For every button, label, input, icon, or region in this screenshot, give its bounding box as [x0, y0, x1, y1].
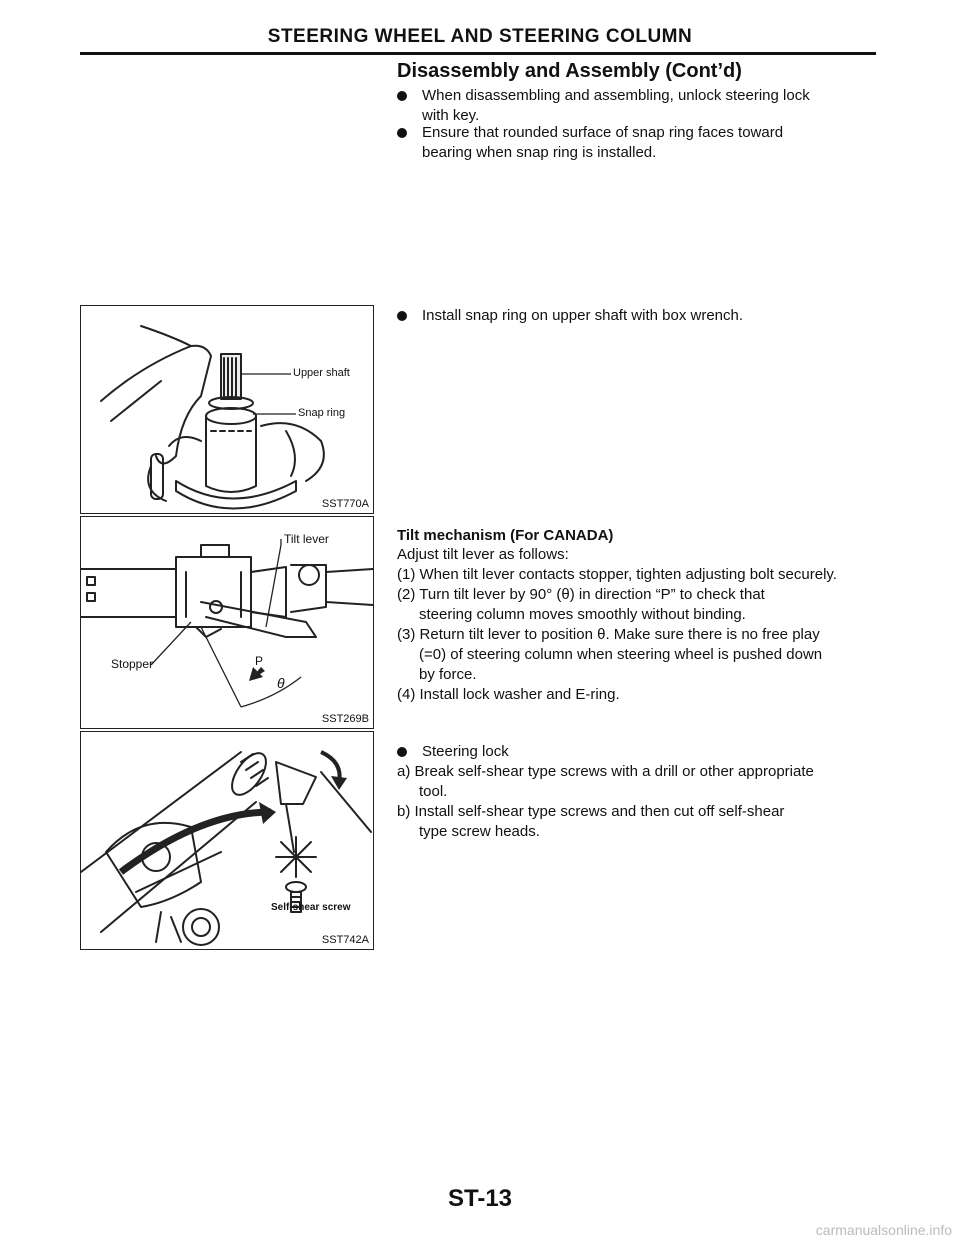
figure-code: SST742A: [321, 934, 369, 946]
steering-lock-item-b: [397, 802, 879, 842]
snap-ring-figure: [80, 305, 374, 514]
step-number: (1): [397, 566, 416, 583]
step-line: Turn tilt lever by 90° (θ) in direction “P” to check that: [419, 586, 765, 603]
step-number: (3): [397, 626, 416, 643]
item-line: tool.: [419, 783, 448, 800]
tilt-lever-label: Tilt lever: [284, 532, 329, 546]
stopper-label: Stopper: [111, 657, 154, 671]
step-line: Install lock washer and E-ring.: [419, 686, 620, 703]
tilt-step-2: [397, 585, 879, 625]
upper-shaft-label: Upper shaft: [293, 367, 350, 379]
step-line: Return tilt lever to position θ. Make sure there is no free play: [419, 626, 820, 643]
bullet-dot: [397, 91, 407, 101]
watermark: carmanualsonline.info: [815, 1222, 952, 1238]
item-line: Install self-shear type screws and then cut off self-shear: [414, 803, 785, 820]
section-title: Disassembly and Assembly (Cont’d): [397, 60, 742, 82]
bullet-dot: [397, 747, 407, 757]
item-line: Break self-shear type screws with a drill or other appropriate: [414, 763, 814, 780]
step-line: steering column moves smoothly without binding.: [419, 606, 746, 623]
steering-lock-text: Steering lock: [422, 743, 509, 760]
direction-p-label: P: [255, 654, 264, 668]
bullet-line: bearing when snap ring is installed.: [422, 144, 657, 161]
figure-code: SST269B: [321, 713, 369, 725]
tilt-step-4: [397, 685, 879, 705]
tilt-mechanism-illustration: [81, 517, 373, 728]
bullet-line: Ensure that rounded surface of snap ring faces toward: [422, 124, 784, 141]
item-line: type screw heads.: [419, 823, 540, 840]
bullet-line: When disassembling and assembling, unlock steering lock: [422, 87, 810, 104]
tilt-step-1: [397, 565, 879, 585]
self-shear-screw-illustration: [81, 732, 373, 949]
intro-bullet-1: [397, 86, 877, 126]
item-label: a): [397, 763, 411, 780]
header-divider: [80, 52, 876, 55]
page-header-title: STEERING WHEEL AND STEERING COLUMN: [267, 26, 693, 47]
steering-lock-item-a: [397, 762, 879, 802]
self-shear-screw-label: Self-shear screw: [271, 902, 351, 913]
tilt-mechanism-figure: [80, 516, 374, 729]
step-number: (2): [397, 586, 416, 603]
tilt-step-3: [397, 625, 879, 685]
steering-lock-bullet: [397, 742, 877, 762]
step-line: When tilt lever contacts stopper, tighten adjusting bolt securely.: [419, 566, 837, 583]
bullet-dot: [397, 128, 407, 138]
page-number: ST-13: [447, 1185, 513, 1212]
self-shear-screw-figure: [80, 731, 374, 950]
snap-ring-text: Install snap ring on upper shaft with box wrench.: [422, 307, 744, 324]
theta-label: θ: [277, 675, 285, 691]
tilt-intro: Adjust tilt lever as follows:: [397, 546, 569, 563]
step-line: by force.: [419, 666, 477, 683]
item-label: b): [397, 803, 411, 820]
tilt-heading: Tilt mechanism (For CANADA): [397, 527, 614, 544]
snap-ring-bullet: [397, 306, 877, 326]
step-number: (4): [397, 686, 416, 703]
bullet-line: with key.: [422, 107, 480, 124]
bullet-dot: [397, 311, 407, 321]
intro-bullet-2: [397, 123, 877, 163]
snap-ring-label: Snap ring: [298, 407, 346, 419]
step-line: (=0) of steering column when steering wheel is pushed down: [419, 646, 823, 663]
figure-code: SST770A: [321, 498, 369, 510]
